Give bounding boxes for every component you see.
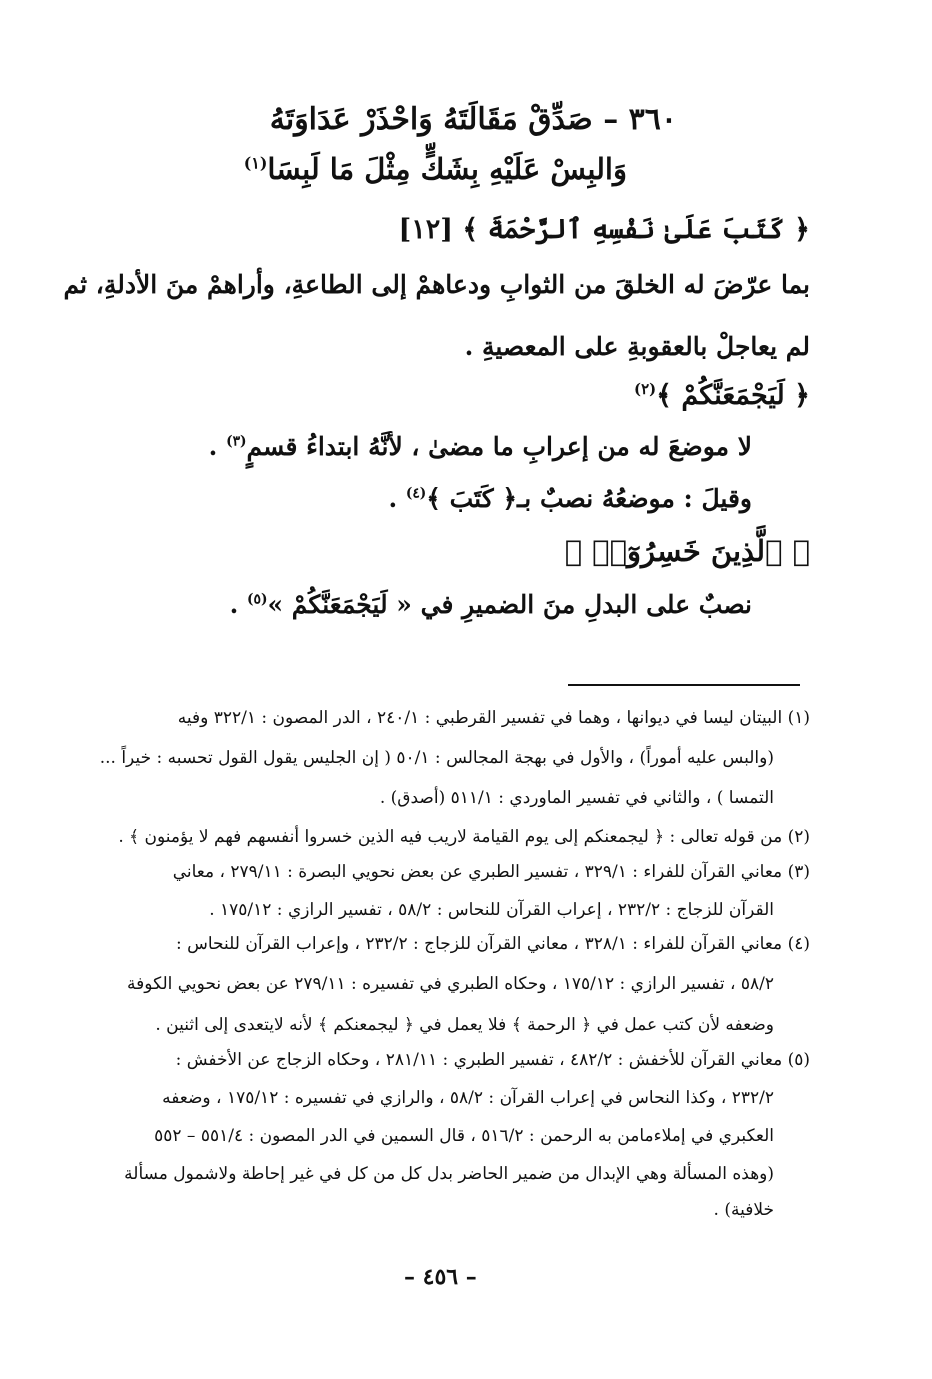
paragraph-4-end: . [229, 590, 248, 619]
paragraph-4-text: نصبٌ على البدلِ منَ الضميرِ في « لَيَجْمَعَنَّكُمْ » [267, 590, 752, 619]
footnote-1-line-1: (١) البيتان ليسا في ديوانها ، وهما في تفسير القرطبي : ٢٤٠/١ ، الدر المصون : ٣٢٢/١ وفيه [177, 708, 810, 728]
footnote-5-line-3: العكبري في إملاءمامن به الرحمن : ٥١٦/٢ ، قال السمين في الدر المصون : ٥٥١/٤ – ٥٥٢ [154, 1126, 774, 1146]
footnote-separator [568, 684, 800, 686]
footnote-3-line-2: القرآن للزجاج : ٢٣٢/٢ ، إعراب القرآن للنحاس : ٥٨/٢ ، تفسير الرازي : ١٧٥/١٢ . [209, 900, 774, 920]
footnote-marker: (٥) [247, 591, 268, 608]
footnote-4-line-1: (٤) معاني القرآن للفراء : ٣٢٨/١ ، معاني القرآن للزجاج : ٢٣٢/٢ ، وإعراب القرآن للنحاس : [175, 934, 810, 954]
paragraph-4 [230, 590, 752, 619]
page-number: – ٤٥٦ – [404, 1264, 477, 1290]
paragraph-3-end: . [388, 484, 406, 513]
footnote-2-line-1: (٢) من قوله تعالى : ﴿ ليجمعنكم إلى يوم القيامة لاريب فيه الذين خسروا أنفسهم فهم لا يؤمنون ﴾ . [118, 827, 810, 847]
paragraph-2 [209, 432, 752, 461]
quote-2-text: ﴿ لَيَجْمَعَنَّكُمْ ﴾ [656, 380, 810, 411]
verse-line-2 [244, 152, 627, 186]
footnote-1-line-3: التمسا ) ، والثاني في تفسير الماوردي : ٥١١/١ (أصدق) . [379, 788, 774, 808]
footnote-1-line-2: (والبس عليه أموراً) ، والأول في بهجة المجالس : ٥٠/١ ( إن الجليس يقول القول تحسبه : خيراً ... [99, 748, 774, 768]
quran-quote-2 [634, 380, 810, 411]
footnote-5-line-2: ٢٣٢/٢ ، وكذا النحاس في إعراب القرآن : ٥٨/٢ ، والرازي في تفسيره : ١٧٥/١٢ ، وضعفه [162, 1088, 774, 1108]
paragraph-2-text: لا موضعَ له من إعرابِ ما مضىٰ ، لأنَّهُ ابتداءُ قسمٍ [246, 432, 752, 461]
footnote-marker: (٣) [226, 433, 247, 450]
paragraph-1-line-2: لم يعاجلْ بالعقوبةِ على المعصيةِ . [464, 332, 810, 361]
verse-line-1: ٣٦٠ – صَدِّقْ مَقَالَتَهُ وَاحْذَرْ عَدَاوَتَهُ [269, 102, 677, 137]
footnote-marker: (١) [243, 153, 268, 173]
footnote-5-line-4: (وهذه المسألة وهي الإبدال من ضمير الحاضر بدل كل من كل في غير إحاطة ولاشمول مسألة [124, 1164, 774, 1184]
quran-quote-1: ﴿ كَتَبَ عَلَىٰ نَفْسِهِ ٱلرَّحْمَةَ ﴾ [١٢] [398, 214, 810, 245]
footnote-marker: (٢) [634, 380, 657, 398]
paragraph-2-end: . [208, 432, 227, 461]
footnote-marker: (٤) [405, 485, 427, 502]
paragraph-1-line-1: بما عرّضَ له الخلقَ من الثوابِ ودعاهمْ إلى الطاعةِ، وأراهمْ منَ الأدلةِ، ثم [63, 270, 810, 299]
paragraph-3 [388, 484, 752, 513]
paragraph-3-text: وقيلَ : موضعُهُ نصبٌ بـ﴿ كَتَبَ ﴾ [426, 484, 752, 513]
quran-quote-3: ﴿ ٱلَّذِينَ خَسِرُوٓا۟ ﴾ [564, 534, 810, 568]
footnote-5-line-5: خلافية) . [713, 1200, 774, 1220]
footnote-3-line-1: (٣) معاني القرآن للفراء : ٣٢٩/١ ، تفسير الطبري عن بعض نحويي البصرة : ٢٧٩/١١ ، معاني [172, 862, 810, 882]
footnote-4-line-3: وضعفه لأن كتب عمل في ﴿ الرحمة ﴾ فلا يعمل في ﴿ ليجمعنكم ﴾ لأنه لايتعدى إلى اثنين . [155, 1015, 774, 1035]
verse-line-2-text: وَالبِسْ عَلَيْهِ بِشَكٍّ مِثْلَ مَا لَبِسَا [267, 152, 627, 186]
footnote-5-line-1: (٥) معاني القرآن للأخفش : ٤٨٢/٢ ، تفسير الطبري : ٢٨١/١١ ، وحكاه الزجاج عن الأخفش : [175, 1050, 810, 1070]
footnote-4-line-2: ٥٨/٢ ، تفسير الرازي : ١٧٥/١٢ ، وحكاه الطبري في تفسيره : ٢٧٩/١١ عن بعض نحويي الكوفة [127, 974, 774, 994]
